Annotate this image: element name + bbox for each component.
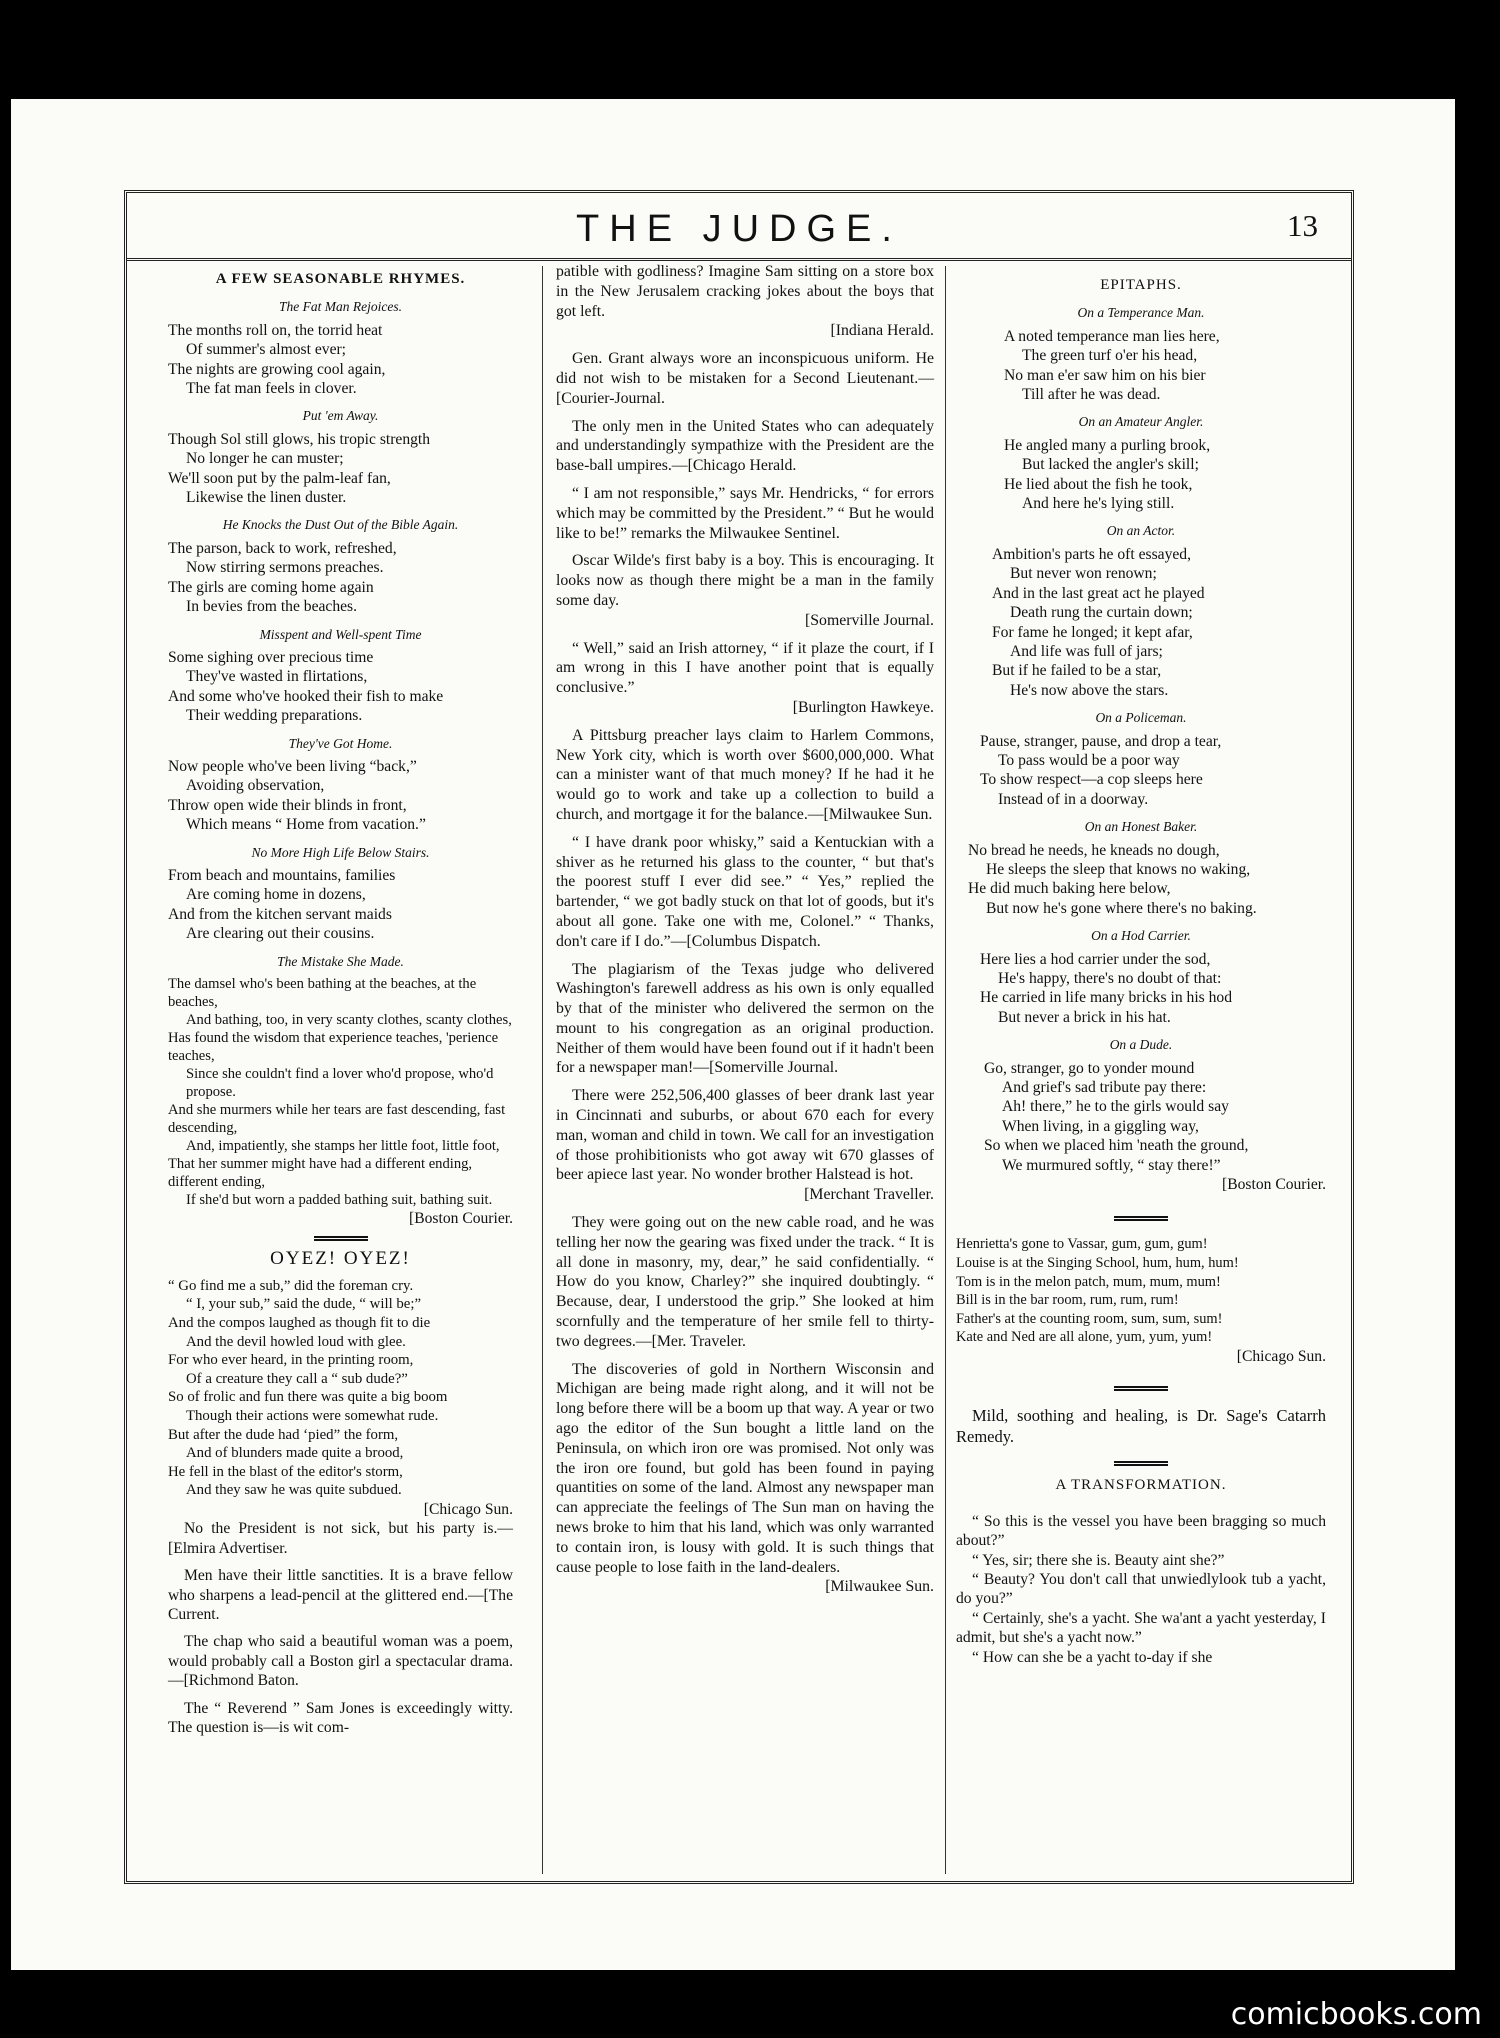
poem-line: The green turf o'er his head, [1022,347,1198,365]
poem-line: But if he failed to be a star, [992,662,1162,680]
poem-line: They've wasted in flirtations, [186,668,368,686]
verse [956,1235,1326,1347]
paragraph: “ Certainly, she's a yacht. She wa'ant a yacht yesterday, I admit, but she's a yacht now.” [956,1609,1326,1647]
column-left [168,262,513,2038]
source-credit: [Chicago Sun. [423,1500,513,1518]
poem-line: For fame he longed; it kept afar, [992,623,1193,641]
poem-line: The girls are coming home again [168,578,374,596]
poem-line: Of a creature they call a “ sub dude?” [186,1370,408,1387]
poem-line: “ I, your sub,” said the dude, “ will be;” [186,1296,422,1313]
poem-line: He's now above the stars. [1010,681,1169,699]
epitaph-title: On a Dude. [1109,1037,1173,1053]
paragraph: Gen. Grant always wore an inconspicuous uniform. He did not wish to be mistaken for a Second Lieutenant.—[Courier-Journal. [556,350,934,407]
poem-line: From beach and mountains, families [168,866,396,884]
advertisement: Mild, soothing and healing, is Dr. Sage's Catarrh Remedy. [956,1406,1326,1447]
section-heading: OYEZ! OYEZ! [270,1248,411,1270]
poem-line: We'll soon put by the palm-leaf fan, [168,469,391,487]
separator-rule [1114,1386,1168,1391]
paragraph: “ Well,” said an Irish attorney, “ if it plaze the court, if I am wrong in this I have another point that is equally conclusive.” [556,639,934,697]
poem-line: And they saw he was quite subdued. [186,1482,402,1499]
poem-stanza [168,648,513,726]
poem-line: And, impatiently, she stamps her little foot, little foot, [186,1138,500,1154]
poem-line: Father's at the counting room, sum, sum, sum! [956,1310,1223,1327]
poem-line: He fell in the blast of the editor's storm, [168,1463,403,1480]
column-middle [556,262,934,2038]
source-credit: [Chicago Sun. [1236,1348,1326,1366]
poem-line: Avoiding observation, [186,777,325,795]
poem-subtitle: They've Got Home. [288,735,393,751]
epitaph [956,1059,1326,1175]
page-number: 13 [1287,208,1318,243]
poem-line: Kate and Ned are all alone, yum, yum, yum! [956,1329,1213,1346]
poem-line: And of blunders made quite a brood, [186,1445,404,1462]
epitaph [956,327,1326,405]
poem-line: A noted temperance man lies here, [1004,327,1220,345]
source-credit: [Somerville Journal. [805,611,934,629]
poem-line: To show respect—a cop sleeps here [980,771,1203,789]
poem-line: But never won renown; [1010,565,1157,583]
poem-stanza [168,866,513,944]
poem-line: And life was full of jars; [1010,642,1163,660]
section-heading: EPITAPHS. [1100,277,1182,293]
poem-line: “ Go find me a sub,” did the foreman cry. [168,1277,414,1294]
poem-line: Louise is at the Singing School, hum, hum, hum! [956,1255,1239,1272]
poem-line: Their wedding preparations. [186,707,363,725]
poem-line: In bevies from the beaches. [186,598,358,616]
poem-line: Bill is in the bar room, rum, rum, rum! [956,1292,1179,1309]
paragraph: Oscar Wilde's first baby is a boy. This is encouraging. It looks now as though there might be a man in the family some day. [556,552,934,609]
paragraph: The discoveries of gold in Northern Wisconsin and Michigan are being made right along, and it will not be long before there will be a boom up that way. A year or two ago the editor of the Sun bought a little land on the Peninsula, on which iron ore was promised. Not only was the iron ore found, but gold has been found in paying quantities on some of the land. Almost any newspaper man can appreciate the feelings of The Sun man on having the news broke to him that his land, which was only warranted to contain iron, is lousy with gold. It is such things that cause people to lose faith in the land-dealers. [556,1360,934,1576]
poem-line: No bread he needs, he kneads no dough, [968,841,1220,859]
watermark: comicbooks.com [1230,1997,1482,2032]
paragraph: Men have their little sanctities. It is a brave fellow who sharpens a lead-pencil at the glittered end.—[The Current. [168,1567,513,1623]
poem-subtitle: The Mistake She Made. [277,953,404,969]
poem-line: Likewise the linen duster. [186,489,347,507]
poem-line: Are coming home in dozens, [186,886,366,904]
poem-line: But lacked the angler's skill; [1022,456,1199,474]
separator-rule [1114,1216,1168,1221]
paragraph: “ I have drank poor whisky,” said a Kentuckian with a shiver as he returned his glass to the counter, “ but that's the poorest stuff I ever did see.” “ Yes,” replied the bartender, “ we got badly stuck on that lot of goods, but it's about all gone. Take one with me, Colonel.” “ Thanks, don't care if I do.”—[Columbus Dispatch. [556,833,934,950]
epitaph-title: On an Amateur Angler. [1078,414,1204,430]
poem-line: So of frolic and fun there was quite a big boom [168,1389,448,1406]
poem-line: Here lies a hod carrier under the sod, [980,950,1211,968]
column-divider [542,266,543,1874]
paragraph: The chap who said a beautiful woman was a poem, would probably call a Boston girl a spectacular drama.—[Richmond Baton. [168,1633,513,1690]
poem-line: And the devil howled loud with glee. [186,1333,406,1350]
poem-line: Since she couldn't find a lover who'd propose, who'd propose. [186,1066,494,1100]
source-credit: [Boston Courier. [409,1210,513,1227]
section-heading: A TRANSFORMATION. [1055,1477,1227,1494]
paragraph: “ Yes, sir; there she is. Beauty aint she?” [972,1551,1225,1569]
paragraph: They were going out on the new cable road, and he was telling her now the gearing was fixed under the track. “ It is all done in masonry, my, dear,” he said confidentially. “ How do you know, Charley?” she inquired doubtingly. “ Because, dear, I understood the grip.” She looked at him scornfully and the temperature of her smile fell to thirty-two degrees.—[Mer. Traveler. [556,1214,934,1350]
poem-line: He carried in life many bricks in his hod [980,989,1233,1007]
epitaph-title: On an Actor. [1106,523,1176,539]
source-credit: [Burlington Hawkeye. [792,698,934,716]
section-heading: A FEW SEASONABLE RHYMES. [215,271,466,287]
poem-line: And here he's lying still. [1022,495,1175,513]
poem-stanza [168,757,513,835]
source-credit: [Indiana Herald. [830,322,934,340]
column-divider [945,266,946,1874]
epitaph-title: On a Policeman. [1095,710,1187,726]
epitaph [956,732,1326,810]
poem-stanza [168,1277,513,1500]
poem-line: For who ever heard, in the printing room, [168,1352,414,1369]
poem-line: No longer he can muster; [186,450,344,468]
poem-line: To pass would be a poor way [998,751,1180,769]
poem-line: Death rung the curtain down; [1010,604,1193,622]
epitaph [956,841,1326,919]
poem-line: Till after he was dead. [1022,386,1161,404]
poem-subtitle: The Fat Man Rejoices. [279,299,402,315]
poem-line: The months roll on, the torrid heat [168,321,383,339]
poem-line: And bathing, too, in very scanty clothes, scanty clothes, [186,1012,512,1028]
paragraph: The “ Reverend ” Sam Jones is exceedingly witty. The question is—is wit com- [168,1699,513,1736]
poem-line: Which means “ Home from vacation.” [186,816,426,834]
poem-line: The fat man feels in clover. [186,380,357,398]
poem-line: When living, in a giggling way, [1002,1117,1199,1135]
poem-line: But now he's gone where there's no baking. [986,899,1257,917]
masthead [126,192,1352,260]
poem-line: Pause, stranger, pause, and drop a tear, [980,732,1222,750]
poem-line: And she murmers while her tears are fast descending, fast descending, [168,1102,506,1136]
column-right [956,262,1326,2038]
poem-line: But after the dude had ‘pied” the form, [168,1426,399,1443]
epitaph [956,436,1326,514]
paragraph: “ How can she be a yacht to-day if she [972,1648,1213,1666]
poem-stanza [168,321,513,399]
poem-line: Tom is in the melon patch, mum, mum, mum! [956,1273,1221,1290]
poem-line: The nights are growing cool again, [168,360,386,378]
poem-line: Go, stranger, go to yonder mound [984,1059,1195,1077]
poem-line: Ah! there,” he to the girls would say [1002,1098,1229,1116]
poem-subtitle: Put 'em Away. [302,408,379,424]
poem-line: He's happy, there's no doubt of that: [998,970,1222,987]
poem-line: Of summer's almost ever; [186,341,347,359]
poem-line: He sleeps the sleep that knows no waking, [986,860,1251,878]
poem-line: Now people who've been living “back,” [168,757,417,775]
poem-line: Now stirring sermons preaches. [186,559,384,577]
poem-line: Are clearing out their cousins. [186,925,375,943]
source-credit: [Milwaukee Sun. [825,1578,934,1596]
source-credit: [Boston Courier. [1222,1176,1326,1194]
paragraph: The only men in the United States who can adequately and understandingly sympathize with the President are the base-ball umpires.—[Chicago Herald. [556,417,934,475]
poem-line: Instead of in a doorway. [998,790,1149,808]
poem-line: That her summer might have had a different ending, different ending, [168,1156,473,1190]
epitaph-title: On an Honest Baker. [1084,819,1198,835]
poem-line: No man e'er saw him on his bier [1004,366,1206,384]
paragraph: “ Beauty? You don't call that unwiedlylook tub a yacht, do you?” [956,1571,1326,1608]
paragraph: The plagiarism of the Texas judge who delivered Washington's farewell address as his own is only equalled by that of the minister who delivered the sermon on the mount to his congregation as an original production. Neither of them would have been found out if it hadn't been for a newspaper man!—[Somerville Journal. [556,960,934,1077]
poem-line: Has found the wisdom that experience teaches, 'perience teaches, [168,1030,499,1064]
poem-line: And in the last great act he played [992,584,1205,602]
poem-line: He did much baking here below, [968,880,1171,898]
separator-rule [314,1236,368,1241]
poem-line: And grief's sad tribute pay there: [1002,1079,1207,1097]
poem-line: And the compos laughed as though fit to die [168,1315,431,1331]
poem-stanza [168,539,513,617]
masthead-rule [126,258,1352,261]
poem-line: Some sighing over precious time [168,648,374,666]
poem-subtitle: Misspent and Well-spent Time [259,626,422,642]
epitaph-title: On a Hod Carrier. [1091,928,1191,944]
poem-line: Though Sol still glows, his tropic strength [168,430,431,448]
epitaph [956,950,1326,1028]
poem-line: He angled many a purling brook, [1004,436,1211,454]
paragraph: “ I am not responsible,” says Mr. Hendricks, “ for errors which may be committed by the President.” “ But he would like to be!” remarks the Milwaukee Sentinel. [556,484,934,542]
separator-rule [1114,1461,1168,1466]
poem-line: He lied about the fish he took, [1004,475,1193,493]
poem-line: The parson, back to work, refreshed, [168,539,397,557]
paragraph: No the President is not sick, but his party is.—[Elmira Advertiser. [168,1520,513,1557]
paragraph: A Pittsburg preacher lays claim to Harlem Commons, New York city, which is worth over $600,000,000. What can a minister want of that much money? If he had it he would go to work and take up a collection to build a church, and mortgage it for the balance.—[Milwaukee Sun. [556,726,934,823]
poem-line: Henrietta's gone to Vassar, gum, gum, gum! [956,1236,1208,1253]
poem-subtitle: No More High Life Below Stairs. [251,844,430,860]
paragraph: patible with godliness? Imagine Sam sitting on a store box in the New Jerusalem cracking jokes about the boys that got left. [556,263,934,320]
poem-subtitle: He Knocks the Dust Out of the Bible Again. [222,517,459,533]
poem-line: The damsel who's been bathing at the beaches, at the beaches, [168,976,477,1010]
poem-line: Though their actions were somewhat rude. [186,1407,439,1424]
poem-line: And from the kitchen servant maids [168,905,392,923]
poem-line: We murmured softly, “ stay there!” [1002,1156,1221,1174]
poem-line: If she'd but worn a padded bathing suit, bathing suit. [186,1192,493,1208]
poem-line: Throw open wide their blinds in front, [168,796,407,814]
poem-line: But never a brick in his hat. [998,1008,1171,1026]
epitaph [956,545,1326,700]
source-credit: [Merchant Traveller. [804,1186,934,1204]
poem-line: Ambition's parts he oft essayed, [992,545,1191,563]
masthead-title: THE JUDGE. [576,208,902,250]
paragraph: “ So this is the vessel you have been bragging so much about?” [956,1512,1326,1550]
poem-line: So when we placed him 'neath the ground, [984,1137,1249,1155]
poem-line: And some who've hooked their fish to make [168,687,444,705]
paragraph: There were 252,506,400 glasses of beer drank last year in Cincinnati and suburbs, or about 670 each for every man, woman and child in town. We call for an investigation of those prohibitionists who got away wit 670 glasses of beer apiece last year. No wonder brother Halstead is hot. [556,1087,934,1184]
poem-stanza [168,975,513,1209]
epitaph-title: On a Temperance Man. [1077,305,1205,321]
poem-stanza [168,430,513,508]
